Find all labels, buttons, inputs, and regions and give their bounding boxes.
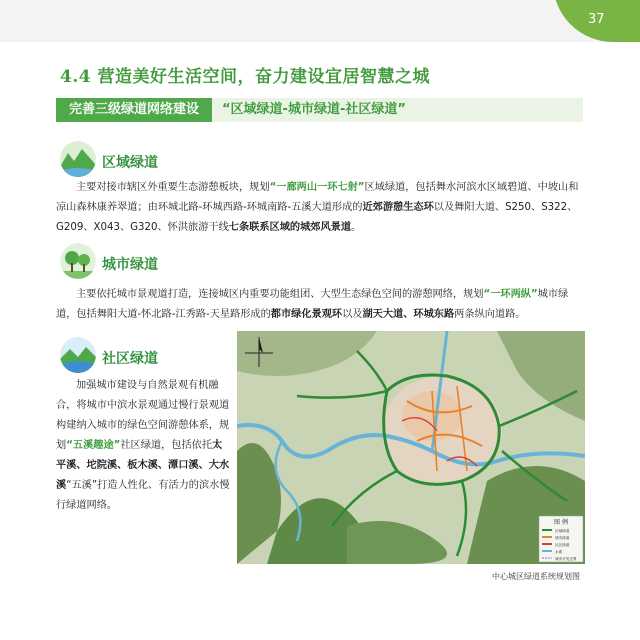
community-heading: 社区绿道 — [102, 351, 158, 367]
city-paragraph: 主要依托城市景观道打造，连接城区内重要功能组团、大型生态绿色空间的游憩网络，规划“一环两纵”城市绿道，包括舞阳大道-怀北路-江秀路-天星路形成的都市绿化景观环以及湖天大道、环城东路两条纵向道路。 — [56, 289, 569, 320]
legend-item-water: 水系 — [555, 550, 563, 554]
map-legend — [539, 516, 583, 562]
section-subtitle: “区域绿道-城市绿道-社区绿道” — [222, 102, 406, 117]
greenway-system-map — [237, 331, 585, 564]
legend-item-boundary: 城市开发边界 — [555, 557, 577, 561]
page-title: 4.4 营造美好生活空间，奋力建设宜居智慧之城 — [60, 67, 430, 87]
header-band — [0, 0, 640, 42]
map-caption: 中心城区绿道系统规划图 — [492, 572, 580, 581]
city-heading: 城市绿道 — [102, 257, 158, 273]
regional-greenway-icon — [60, 141, 96, 177]
city-greenway-icon — [60, 243, 96, 279]
legend-item-city: 城市绿道 — [555, 536, 570, 540]
community-greenway-icon — [60, 337, 96, 373]
page-number: 37 — [588, 12, 605, 27]
regional-heading: 区域绿道 — [102, 155, 158, 171]
section-label: 完善三级绿道网络建设 — [56, 98, 212, 122]
regional-paragraph: 主要对接市辖区外重要生态游憩板块，规划“一廊两山一环七射”区域绿道，包括舞水河滨水区域碧道、中坡山和凉山森林康养翠道；由环城北路-环城西路-环城南路-五溪大道形成的近郊游憩生态环以及舞阳大道、S250、S322、G209、X043、G320、怀洪旅游干线七条联系区域的城郊风景道。 — [56, 182, 579, 233]
legend-item-regional: 区域绿道 — [555, 529, 570, 533]
community-paragraph: 加强城市建设与自然景观有机融合，将城市中滨水景观通过慢行景观道构建纳入城市的绿色空间游憩体系，规划“五溪趣途”社区绿道，包括依托太平溪、坨院溪、板木溪、潭口溪、大水溪“五溪”打造人性化、有活力的滨水慢行绿道网络。 — [56, 380, 230, 511]
legend-title: 图 例 — [554, 519, 568, 526]
legend-item-community: 社区绿道 — [555, 543, 570, 547]
